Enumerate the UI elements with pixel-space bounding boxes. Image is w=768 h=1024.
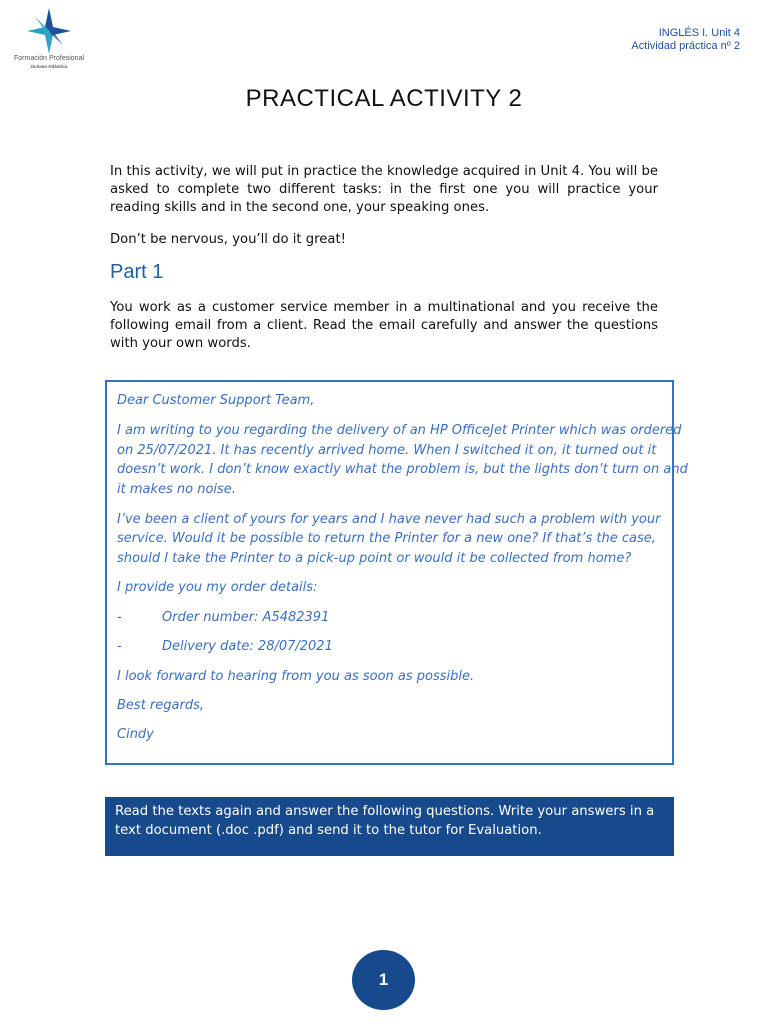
email-closing: I look forward to hearing from you as soon as possible. [117,668,475,684]
task-instructions-box [105,797,674,856]
email-signature: Cindy [117,727,154,742]
logo-text: Formación Profesional [13,55,85,62]
email-body-line: service. Would it be possible to return the Printer for a new one? If that’s the case, [117,531,656,546]
task-instructions-text: Read the texts again and answer the following questions. Write your answers in a text document (.doc .pdf) and send it to the tutor for Evaluation. [115,804,655,838]
delivery-date: Delivery date: 28/07/2021 [162,639,333,654]
compass-star-logo-icon [24,8,74,54]
email-body-line: should I take the Printer to a pick-up point or would it be collected from home? [117,550,632,566]
email-body-line: on 25/07/2021. It has recently arrived home. When I switched it on, it turned out it [117,442,657,458]
logo [10,8,88,70]
email-sign-off: Best regards, [117,698,204,713]
encouragement-paragraph: Don’t be nervous, you’ll do it great! [110,232,346,247]
document-header [631,27,740,53]
email-body-line: I’ve been a client of yours for years and I have never had such a problem with your [117,511,661,527]
email-body-line: I am writing to you regarding the delivery of an HP OfficeJet Printer which was ordered [117,423,682,438]
activity-label: Actividad práctica nº 2 [631,40,740,52]
order-number: Order number: A5482391 [162,609,330,625]
email-greeting: Dear Customer Support Team, [117,393,315,408]
email-body-line: doesn’t work. I don’t know exactly what the problem is, but the lights don’t turn on and [117,462,688,477]
intro-paragraph: In this activity, we will put in practice the knowledge acquired in Unit 4. You will be asked to complete two different tasks: in the first one you will practice your reading skills and in the second one, your speaking ones. [110,164,658,215]
list-bullet: - [117,639,122,654]
section-heading-part-1: Part 1 [110,261,164,283]
page-number-badge: 1 [352,950,415,1010]
email-body-line: it makes no noise. [117,481,236,497]
logo-subtext: Océano Atlántico [30,64,68,69]
page-title: PRACTICAL ACTIVITY 2 [245,85,523,112]
email-box [105,380,688,765]
email-details-intro: I provide you my order details: [117,580,318,595]
course-label: INGLÉS I. Unit 4 [658,27,740,39]
part1-instructions: You work as a customer service member in a multinational and you receive the following email from a client. Read the email carefully and answer the questions with your own words. [110,300,658,351]
list-bullet: - [117,609,122,625]
